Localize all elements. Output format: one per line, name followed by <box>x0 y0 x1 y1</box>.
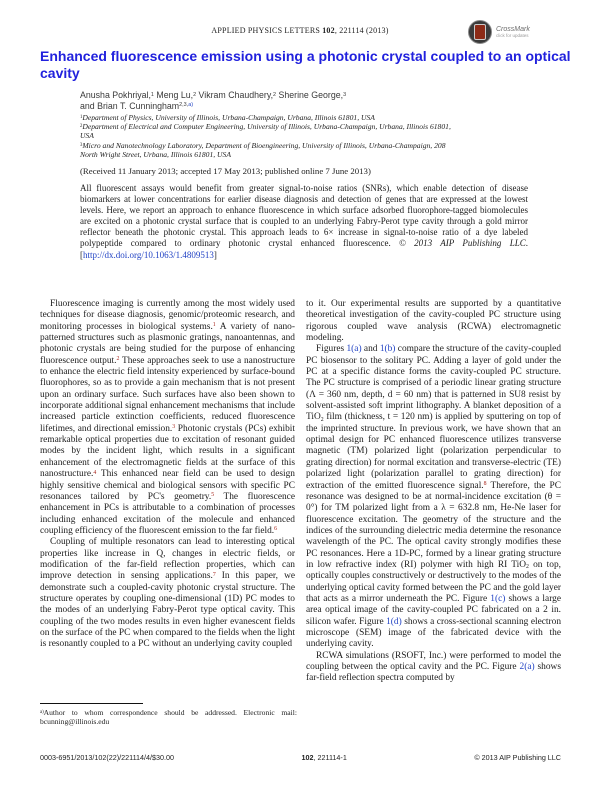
text-run: compare the structure of the cavity-coupled PC biosensor to the solitary PC. Adding a layer of gold under the PC at a specific distance forms the cavity-coupled PC structure. The PC structure is comprised of a periodic linear grating structure (Λ = 360 nm, depth, d = 60 nm) that is patterned in SU8 resist by solvent-assisted soft imprint lithography. A blanket deposition of a TiO <box>306 344 562 423</box>
text-line <box>80 141 452 159</box>
text-run: Anusha Pokhriyal, <box>80 90 151 100</box>
body-paragraph <box>306 651 561 685</box>
text-run: 3 <box>80 142 83 148</box>
text-run: 2 <box>80 124 83 130</box>
text-run: 102 <box>322 26 335 35</box>
inline-link[interactable]: 1(d) <box>386 616 402 627</box>
body-paragraph <box>40 299 295 537</box>
body-columns <box>40 299 561 685</box>
text-run: These approaches seek to use a nanostructure to enhance the electric field intensity experienced by surface-bound fluorophores, so as to provide a gain mechanism that is not present upon an ordinary surface. Such surfaces have also been shown to incorporate additional signal enhancement mechanisms that include increased particle extinction coefficients, reduced fluorescence lifetimes, and directional emission. <box>40 355 295 434</box>
text-line <box>80 122 452 140</box>
text-run: and <box>361 344 380 355</box>
text-run: 3 <box>343 91 347 98</box>
citation-ref[interactable]: 4 <box>93 469 97 476</box>
text-run: 2 <box>320 416 324 423</box>
text-run: A variety of nano-patterned structures such as plasmonic gratings, nanoantennas, and photonic crystals are being studied for the purpose of enhancing fluorescence output. <box>40 321 295 366</box>
received-line: (Received 11 January 2013; accepted 17 May 2013; published online 7 June 2013) <box>80 166 371 176</box>
text-run: 1 <box>80 114 83 120</box>
text-run: a) <box>40 709 44 715</box>
body-paragraph <box>40 537 295 650</box>
text-line <box>80 101 540 112</box>
citation-ref[interactable]: 2 <box>116 356 120 363</box>
text-run: film (thickness, t = 120 nm) is applied by sputtering on top of the imprinted structure. In previous work, we have shown that an optimal design for PC enhanced fluorescence utilizes transverse magnetic (TM) polarized light (polarization perpendicular to grating direction) for normal excitation and transverse-electric (TE) polarized light (polarization parallel to grating direction) for extraction of the emitted fluorescence signal. <box>306 412 561 491</box>
text-run: 1 <box>150 91 154 98</box>
text-run: 2,3, <box>179 102 189 109</box>
text-run: , 221114-1 <box>313 753 347 762</box>
authors-block <box>80 90 540 111</box>
paper-title: Enhanced fluorescence emission using a photonic crystal coupled to an optical cavity <box>40 48 571 81</box>
text-run: The fluorescence enhancement in PCs is attributable to a combination of processes including enhanced excitation of the molecule and enhanced coupling efficiency of the fluorescent emission to the far field. <box>40 491 295 536</box>
text-run: RCWA simulations (RSOFT, Inc.) were performed to model the coupling between the optical cavity and the PC. Figure <box>306 650 561 672</box>
crossmark-subtitle: click for updates <box>496 33 529 38</box>
text-run: © 2013 AIP Publishing LLC <box>399 238 526 249</box>
text-run: 2 <box>526 564 529 571</box>
text-run: Photonic crystals (PCs) exhibit remarkable optical properties due to excitation of resonant guided modes by the incident light, which results in a significant enhancement of the electromagnetic fields at the surface of this nanostructure. <box>40 423 295 480</box>
author-footnote <box>40 703 297 727</box>
footer-page-number <box>302 753 347 762</box>
footer-copyright: © 2013 AIP Publishing LLC <box>474 753 561 762</box>
inline-link[interactable]: 1(a) <box>346 344 362 355</box>
citation-ref[interactable]: 5 <box>211 492 215 499</box>
body-paragraph <box>306 344 561 650</box>
text-run: ] <box>213 249 217 260</box>
text-run: Author to whom correspondence should be addressed. Electronic mail: bcunning@illinois.edu <box>40 708 297 727</box>
citation-ref[interactable]: 7 <box>212 571 216 578</box>
text-run: Sherine George, <box>276 90 344 100</box>
body-right-column <box>306 299 561 685</box>
text-run: All fluorescent assays would benefit from greater signal-to-noise ratios (SNRs), which enable detection of disease biomarkers at lower concentrations for earlier disease diagnosis and detection of genes that are expressed at the lowest levels. Here, we report an approach to enhance fluorescence in which surface adsorbed fluorophore-tagged biomolecules are excited on a photonic crystal surface that is coupled to an underlying Fabry-Perot type cavity through a gold mirror reflector beneath the photonic crystal. This approach leads to 6× increase in signal-to-noise ratio of a dye labeled polypeptide compared to ordinary photonic crystal enhanced fluorescence. <box>80 183 528 249</box>
footnote-separator <box>40 703 143 704</box>
text-run: 2 <box>193 91 197 98</box>
text-run: . [ <box>80 238 528 260</box>
text-run: APPLIED PHYSICS LETTERS <box>211 26 323 35</box>
crossmark-title: CrossMark <box>496 25 530 33</box>
text-run: shows a cross-sectional scanning electron microscope (SEM) image of the fabricated device with the underlying cavity. <box>306 616 562 650</box>
text-line <box>80 90 540 101</box>
inline-link[interactable]: 1(b) <box>379 344 396 355</box>
text-run: In this paper, we demonstrate such a coupled-cavity photonic crystal structure. The structure operates by coupling one-dimensional (1D) PC modes to the modes of an underlying Fabry-Perot type optical cavity. This coupling of the two modes results in even higher evanescent fields on the surface of the PC when compared to the fields when the light is resonantly coupled to a PC without an underlying cavity coupled <box>40 571 295 650</box>
text-run: Figures <box>316 344 347 355</box>
footnote-text <box>40 708 297 727</box>
footer-issn-price: 0003-6951/2013/102(22)/221114/4/$30.00 <box>40 753 175 762</box>
text-run: shows far-field reflection spectra computed by <box>306 662 561 684</box>
inline-link[interactable]: a) <box>188 102 194 109</box>
crossmark-icon <box>468 20 492 44</box>
affiliations-block <box>80 113 452 159</box>
text-run: Vikram Chaudhery, <box>196 90 274 100</box>
abstract <box>80 183 528 261</box>
citation-ref[interactable]: 6 <box>274 526 278 533</box>
text-run: This enhanced near field can be used to design highly sensitive chemical and biological sensors with specific PC resonances tailored by PC's geometry. <box>40 469 295 502</box>
text-run: and Brian T. Cunningham <box>80 100 180 111</box>
text-run: Fluorescence imaging is currently among the most widely used techniques for disease diagnosis, genomic/proteomic research, and monitoring processes in biological systems. <box>40 299 295 332</box>
text-run: Department of Electrical and Computer Engineering, University of Illinois, Urbana-Champaign, Urbana, Illinois 61801, USA <box>80 122 451 141</box>
inline-link[interactable]: 2(a) <box>519 662 535 672</box>
text-run: Micro and Nanotechnology Laboratory, Department of Bioengineering, University of Illinois, Urbana-Champaign, 208 North Wright Street, Urbana, Illinois 61801, USA <box>80 140 446 159</box>
inline-link[interactable]: http://dx.doi.org/10.1063/1.4809513 <box>83 249 214 260</box>
citation-ref[interactable]: 3 <box>172 424 176 431</box>
text-run: Meng Lu, <box>153 90 194 100</box>
crossmark-badge[interactable] <box>468 17 544 47</box>
crossmark-inner-shape <box>474 24 486 40</box>
text-run: shows a large area optical image of the cavity-coupled PC fabricated on a 2 in. silicon wafer. Figure <box>306 593 561 627</box>
text-run: 2 <box>273 91 277 98</box>
inline-link[interactable]: 1(c) <box>490 593 506 604</box>
citation-ref[interactable]: 8 <box>483 480 487 487</box>
text-run: 102 <box>301 753 314 762</box>
text-run: Therefore, the PC resonance was designed to be at normal-incidence excitation (θ = 0°) for TM polarized light from a λ = 632.8 nm, He-Ne laser for fluorescence excitation. The geometry of the structure and the indices of the surrounding dielectric media determine the resonance wavelength of the PC. The optical cavity strongly modifies these PC resonances. Here a 1D-PC, formed by a linear grating structure in low refractive index (RI) polymer with high RI TiO <box>306 480 561 570</box>
citation-ref[interactable]: 1 <box>212 322 216 329</box>
text-run: on top, optically couples constructively or destructively to the modes of the underlying optical cavity formed between the PC and the gold layer that acts as a mirror underneath the PC. Figure <box>306 559 562 604</box>
body-paragraph <box>306 299 561 344</box>
text-run: Coupling of multiple resonators can lead to interesting optical properties like increase in Q, changes in electric fields, or modification of the far-field reflection properties, which can improve detection in sensing applications. <box>40 537 295 582</box>
page-footer <box>40 753 561 762</box>
body-left-column <box>40 299 295 685</box>
text-run: Department of Physics, University of Illinois, Urbana-Champaign, Urbana, Illinois 61801, USA <box>82 113 375 122</box>
text-line <box>80 113 452 122</box>
text-run: to it. Our experimental results are supported by a quantitative theoretical investigation of the cavity-coupled PC structure using rigorous coupled wave analysis (RCWA) electromagnetic modeling. <box>306 299 561 344</box>
text-run: , 221114 (2013) <box>334 26 389 35</box>
crossmark-labels <box>496 26 530 39</box>
